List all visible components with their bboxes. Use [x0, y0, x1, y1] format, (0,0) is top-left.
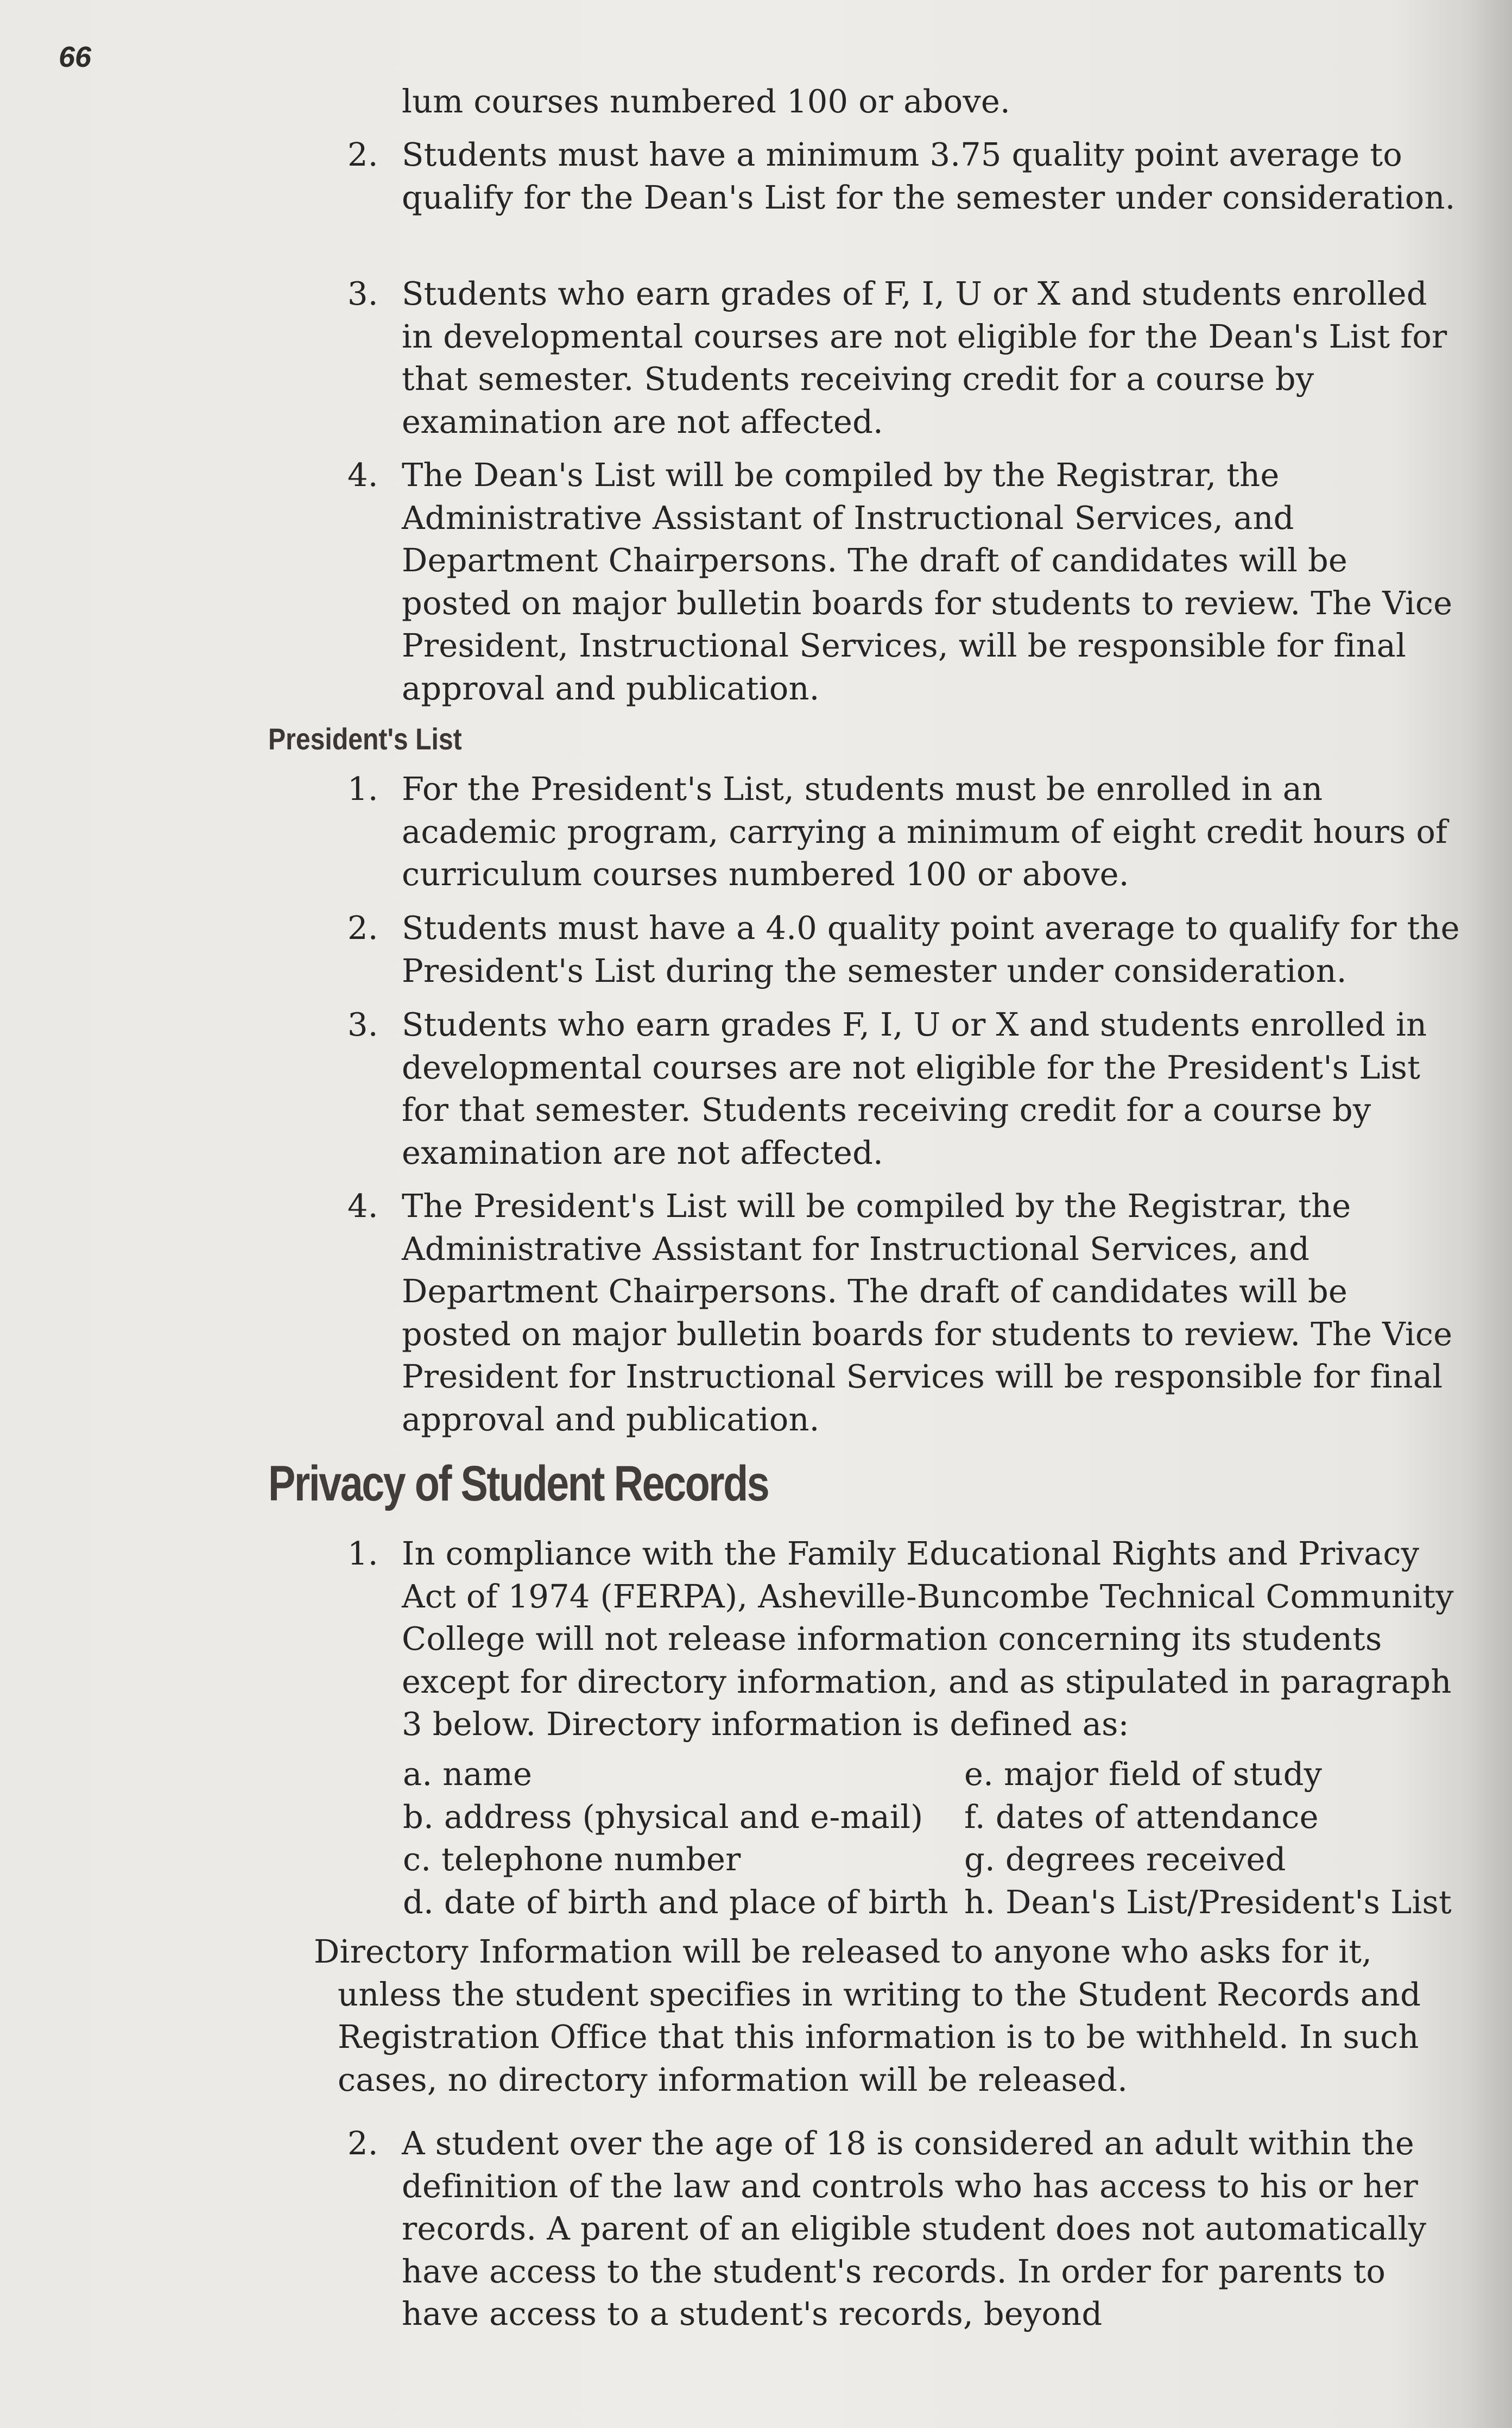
item-text: Students who earn grades F, I, U or X and students enrolled in developmental courses are not eligible for the President's List for that semester. Students receiving credit for a course by examination are not affected.: [402, 1006, 1427, 1171]
item-text: Students who earn grades of F, I, U or X and students enrolled in developmental courses are not eligible for the Dean's List for that semester. Students receiving credit for a course by examination are not affected.: [402, 275, 1447, 440]
directory-entry: h. Dean's List/President's List: [964, 1883, 1452, 1921]
item-number: 1.: [347, 1535, 378, 1572]
directory-entry: f. dates of attendance: [964, 1798, 1319, 1836]
presidents-list-item-2: [347, 907, 1466, 992]
presidents-list-item-4: [347, 1185, 1466, 1441]
deans-list-item-4: [347, 454, 1466, 710]
directory-entry: e. major field of study: [964, 1755, 1323, 1793]
directory-entry: c. telephone number: [403, 1840, 741, 1878]
privacy-item-2: [347, 2122, 1466, 2336]
privacy-item-1: [347, 1533, 1466, 1746]
item-number: 2.: [347, 909, 378, 947]
item-text: A student over the age of 18 is considered an adult within the definition of the law and controls who has access to his or her records. A parent of an eligible student does not automatically have access to the student's records. In order for parents to have access to a student's records, beyond: [402, 2124, 1427, 2332]
directory-note: Directory Information will be released to anyone who asks for it, unless the student specifies in writing to the Student Records and Registration Office that this information is to be withheld. In such cases, no directory information will be released.: [314, 1933, 1421, 2098]
item-number: 3.: [347, 275, 378, 312]
item-number: 2.: [347, 136, 378, 173]
item-text: The Dean's List will be compiled by the Registrar, the Administrative Assistant of Instructional Services, and Department Chairpersons. The draft of candidates will be posted on major bulletin boards for students to review. The Vice President, Instructional Services, will be responsible for final approval and publication.: [402, 456, 1453, 707]
item-text: Students must have a minimum 3.75 quality point average to qualify for the Dean's List for the semester under consideration.: [402, 136, 1456, 216]
item-number: 4.: [347, 456, 378, 494]
presidents-list-item-3: [347, 1004, 1466, 1174]
directory-entry: d. date of birth and place of birth: [403, 1883, 948, 1921]
page-number: 66: [59, 41, 92, 73]
item-text: In compliance with the Family Educational Rights and Privacy Act of 1974 (FERPA), Asheville-Buncombe Technical Community College will not release information concerning its students except for directory information, and as stipulated in paragraph 3 below. Directory information is defined as:: [402, 1535, 1454, 1743]
presidents-list-heading: President's List: [268, 722, 462, 756]
deans-list-item-2: [347, 134, 1466, 219]
item-number: 3.: [347, 1006, 378, 1043]
directory-entry: a. name: [403, 1755, 533, 1793]
item-number: 4.: [347, 1187, 378, 1225]
directory-list-right: [964, 1753, 1452, 1924]
directory-entry: g. degrees received: [964, 1840, 1286, 1878]
presidents-list-item-1: [347, 768, 1466, 896]
item-text: The President's List will be compiled by the Registrar, the Administrative Assistant for Instructional Services, and Department Chairpersons. The draft of candidates will be posted on major bulletin boards for students to review. The Vice President for Instructional Services will be responsible for final approval and publication.: [402, 1187, 1453, 1438]
privacy-heading: Privacy of Student Records: [268, 1456, 769, 1511]
directory-entry: b. address (physical and e-mail): [403, 1798, 923, 1836]
directory-list-left: [403, 1753, 948, 1924]
deans-list-fragment: [402, 80, 1466, 123]
item-text: Students must have a 4.0 quality point average to qualify for the President's List during the semester under consideration.: [402, 909, 1460, 989]
item-number: 1.: [347, 770, 378, 808]
deans-list-item-3: [347, 273, 1466, 443]
fragment-text: lum courses numbered 100 or above.: [402, 83, 1010, 120]
item-text: For the President's List, students must be enrolled in an academic program, carrying a minimum of eight credit hours of curriculum courses numbered 100 or above.: [402, 770, 1448, 893]
item-number: 2.: [347, 2124, 378, 2162]
